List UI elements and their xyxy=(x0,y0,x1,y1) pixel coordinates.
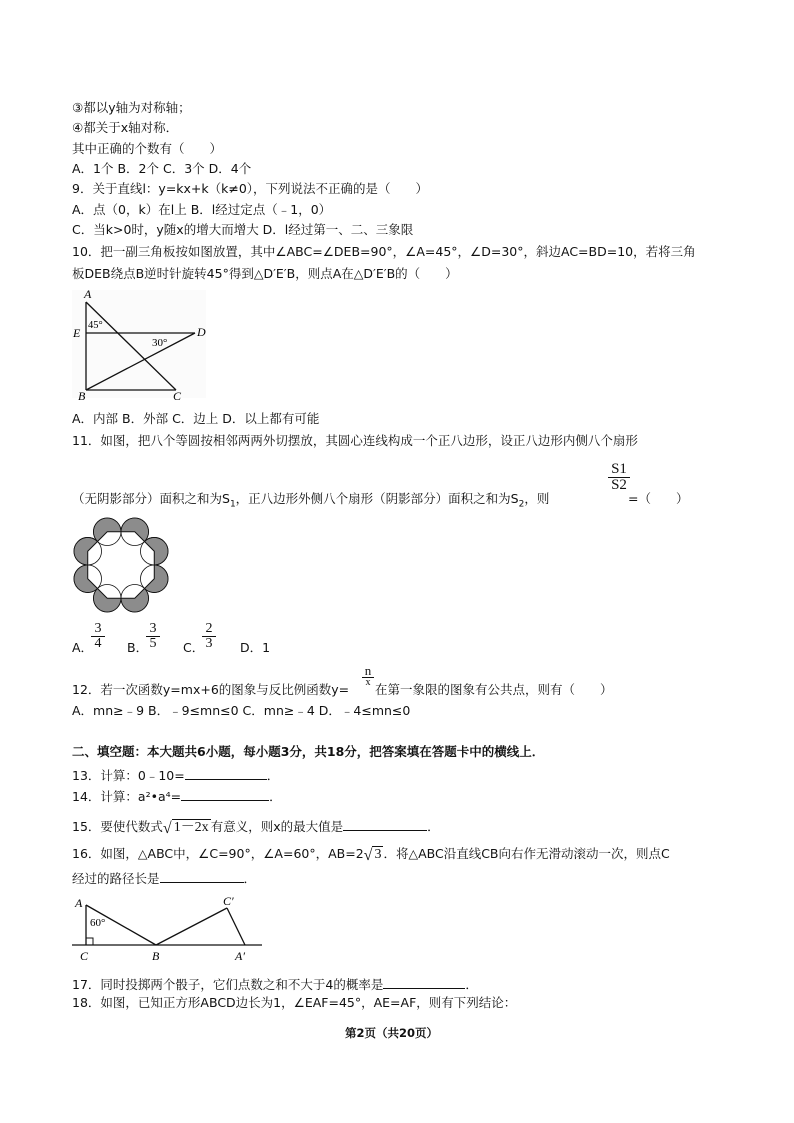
q13 xyxy=(72,767,279,783)
q17-text: 17．同时投掷两个骰子，它们点数之和不大于4的概率是 xyxy=(72,977,384,992)
q11-fraction-s1-s2 xyxy=(608,462,630,493)
q16-line2-text: 经过的路径长是 xyxy=(72,871,160,886)
q16-radical-sign-icon: √ xyxy=(363,847,373,864)
q10-options: A．内部 B．外部 C．边上 D．以上都有可能 xyxy=(72,411,320,426)
q9-options-ab: A．点（0，k）在l上 B．l经过定点（﹣1，0） xyxy=(72,202,332,217)
q12-fraction-n-x xyxy=(362,664,374,688)
q11-option-b-label: B． xyxy=(127,640,149,655)
q11-text-pre: （无阴影部分）面积之和为S xyxy=(72,491,230,506)
page-footer: 第2页（共20页） xyxy=(345,1026,439,1040)
line-question-count: 其中正确的个数有（ ） xyxy=(72,141,223,156)
q10-angle-45: 45° xyxy=(88,320,103,331)
q11-option-c-num: 2 xyxy=(205,621,213,636)
q11-figure xyxy=(72,516,170,614)
q15-answer-blank[interactable] xyxy=(343,818,427,831)
q11-option-a-num: 3 xyxy=(94,621,102,636)
q10-label-b: B xyxy=(78,389,86,403)
q16-label-a-prime: A′ xyxy=(235,949,245,963)
q12-fraction-num: n xyxy=(364,663,372,678)
q11-sub-1: 1 xyxy=(229,499,236,510)
q16-answer-blank[interactable] xyxy=(160,870,244,883)
q16-label-b: B xyxy=(152,949,160,963)
q14-answer-blank[interactable] xyxy=(181,788,269,801)
q11-text-post: ，则 xyxy=(524,491,550,506)
q16-text-pre: 16．如图，△ABC中，∠C=90°，∠A=60°，AB=2 xyxy=(72,846,364,861)
q14-text: 14．计算：a²•a⁴= xyxy=(72,789,182,804)
line-statement-3: ③都以y轴为对称轴； xyxy=(72,100,191,115)
q11-option-b-fraction xyxy=(146,622,160,651)
q11-sub-2: 2 xyxy=(518,499,525,510)
q13-period: ． xyxy=(266,768,280,783)
line-statement-4: ④都关于x轴对称． xyxy=(72,120,179,135)
q18-stem: 18．如图，已知正方形ABCD边长为1，∠EAF=45°，AE=AF，则有下列结论： xyxy=(72,995,517,1010)
q16-right-angle-mark xyxy=(86,938,93,945)
q11-option-a-den: 4 xyxy=(91,636,105,651)
q15-radicand: 1－2x xyxy=(173,820,209,835)
q10-angle-30: 30° xyxy=(152,337,168,349)
q15-radical-sign-icon: √ xyxy=(162,820,172,837)
q14 xyxy=(72,788,282,804)
q10-stem-line2: 板DEB绕点B逆时针旋转45°得到△D′E′B，则点A在△D′E′B的（ ） xyxy=(72,266,458,281)
q15 xyxy=(72,818,440,837)
q12-stem-pre: 12．若一次函数y=mx+6的图象与反比例函数y= xyxy=(72,682,350,697)
q11-option-a-fraction xyxy=(91,622,105,651)
q11-option-b-den: 5 xyxy=(146,636,160,651)
q14-period: ． xyxy=(269,789,282,804)
q10-figure xyxy=(70,287,210,403)
q12-stem-post: 在第一象限的图象有公共点，则有（ ） xyxy=(375,682,613,697)
q11-stem-line2 xyxy=(72,493,549,510)
q11-option-d: D．1 xyxy=(240,640,271,655)
q11-option-a-label: A． xyxy=(72,640,94,655)
q15-sqrt xyxy=(163,821,211,837)
q12-options: A．mn≥﹣9 B．﹣9≤mn≤0 C．mn≥﹣4 D．﹣4≤mn≤0 xyxy=(72,703,411,718)
q10-label-a: A xyxy=(84,287,92,301)
q16-line1 xyxy=(72,848,670,864)
q10-label-c: C xyxy=(173,389,182,403)
q10-stem-line1: 10．把一副三角板按如图放置，其中∠ABC=∠DEB=90°，∠A=45°，∠D=30°，斜边AC=BD=10，若将三角 xyxy=(72,244,696,259)
q9-stem: 9．关于直线l：y=kx+k（k≠0），下列说法不正确的是（ ） xyxy=(72,181,429,196)
q16-label-c-prime: C′ xyxy=(223,894,234,908)
q11-eq: =（ ） xyxy=(628,491,689,506)
q15-text-post: 有意义，则x的最大值是 xyxy=(210,819,344,834)
q11-option-c-label: C． xyxy=(183,640,205,655)
q15-period: ． xyxy=(427,819,440,834)
q16-text-post: ．将△ABC沿直线CB向右作无滑动滚动一次，则点C xyxy=(383,846,670,861)
q11-option-c-fraction xyxy=(202,622,216,651)
q11-option-b-num: 3 xyxy=(149,621,157,636)
q11-option-c-den: 3 xyxy=(202,636,216,651)
q17-period: ． xyxy=(465,977,478,992)
q16-edge-c2-a2 xyxy=(227,908,245,945)
q16-sqrt xyxy=(364,848,384,864)
q16-edge-b-c2 xyxy=(156,908,227,945)
q10-label-d: D xyxy=(197,325,206,339)
q16-label-a: A xyxy=(75,896,83,910)
q12-fraction-den: x xyxy=(362,677,374,688)
q15-text-pre: 15．要使代数式 xyxy=(72,819,163,834)
q17 xyxy=(72,976,478,992)
section-2-heading: 二、填空题：本大题共6小题，每小题3分，共18分，把答案填在答题卡中的横线上． xyxy=(72,744,545,759)
q8-options: A．1个 B．2个 C．3个 D．4个 xyxy=(72,161,252,176)
q9-options-cd: C．当k>0时，y随x的增大而增大 D．l经过第一、二、三象限 xyxy=(72,222,414,237)
q11-fraction-den: S2 xyxy=(608,477,630,493)
q16-angle-60: 60° xyxy=(90,917,106,929)
q13-answer-blank[interactable] xyxy=(185,767,267,780)
q16-line2 xyxy=(72,870,256,886)
q11-stem-line1: 11．如图，把八个等圆按相邻两两外切摆放，其圆心连线构成一个正八边形，设正八边形内侧八个扇形 xyxy=(72,433,638,448)
q11-fraction-num: S1 xyxy=(611,461,627,477)
q16-label-c: C xyxy=(80,949,89,963)
q16-radicand: 3 xyxy=(374,847,382,862)
q13-text: 13．计算：0﹣10= xyxy=(72,768,185,783)
q16-figure xyxy=(70,893,265,963)
q16-period: ． xyxy=(243,871,257,886)
q17-answer-blank[interactable] xyxy=(383,976,465,989)
q11-text-mid: ，正八边形外侧八个扇形（阴影部分）面积之和为S xyxy=(235,491,519,506)
q10-label-e: E xyxy=(73,326,81,340)
